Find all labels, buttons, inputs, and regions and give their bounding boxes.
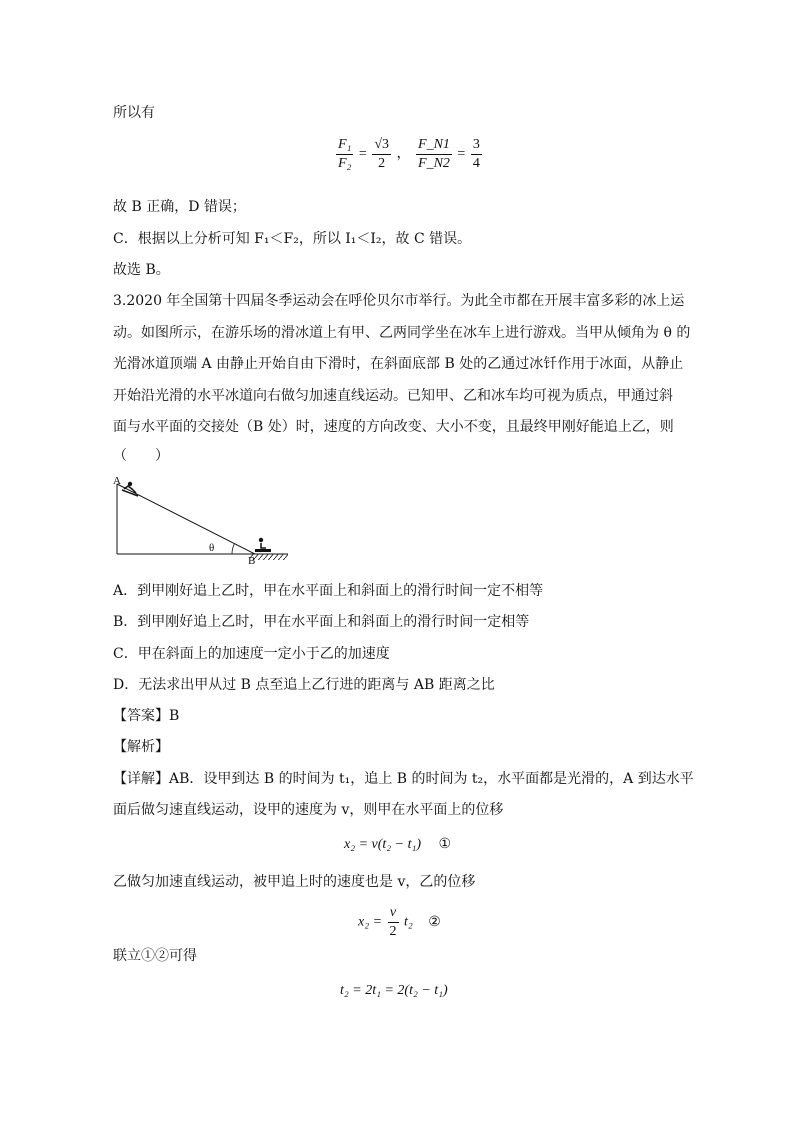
question-3-line-4: 开始沿光滑的水平冰道向右做匀加速直线运动。已知甲、乙和冰车均可视为质点，甲通过斜 [113,388,673,404]
sled-person-b-icon [255,538,271,552]
label-b: B [248,555,256,564]
fraction-3-4 [471,136,482,173]
comma: ， [396,146,411,162]
equals-sign: = [358,146,367,162]
question-3-line-1: 3.2020 年全国第十四届冬季运动会在呼伦贝尔市举行。为此全市都在开展丰富多彩的冰上运 [113,293,685,309]
text-line-4: 故选 B。 [113,262,170,278]
equation-3: t₂ = 2t₁ = 2(t₂ − t₁) [340,983,448,998]
equals-sign: = [457,146,466,162]
fraction-v-2 [388,904,399,941]
fraction-sqrt3-2 [372,136,391,173]
frac-denominator: 2 [378,156,386,171]
text-line-1: 所以有 [113,105,155,121]
frac-numerator: √3 [372,136,391,155]
incline-diagram [110,474,290,564]
theta-arc [232,544,235,555]
frac-numerator: 3 [471,136,482,155]
question-3-line-2: 动。如图所示，在游乐场的滑冰道上有甲、乙两同学坐在冰车上进行游戏。当甲从倾角为 θ 的 [113,325,691,341]
frac-denominator: F₂ [338,156,352,171]
ground-hatch [250,554,288,560]
label-theta: θ [209,542,215,554]
equation-1-body: x₂ = v(t₂ − t₁) [344,837,422,852]
frac-numerator: F₁ [336,136,353,155]
equation-2-tag: ② [428,914,441,930]
detail-line-3: 乙做匀加速直线运动，被甲追上时的速度也是 v，乙的位移 [113,874,476,890]
analysis-heading: 【解析】 [113,739,169,755]
frac-numerator: v [388,904,399,923]
label-a: A [113,475,121,487]
question-3-line-6: （ ） [113,448,169,464]
option-c: C．甲在斜面上的加速度一定小于乙的加速度 [113,646,390,662]
equation-2-tail: t₂ [404,914,413,930]
equation-2-lhs: x₂ = [358,914,383,930]
ratio-formula [334,136,484,173]
frac-denominator: 4 [472,156,480,171]
equation-1 [344,835,451,855]
answer-line: 【答案】B [113,708,180,724]
text-line-3: C．根据以上分析可知 F₁＜F₂，所以 I₁＜I₂，故 C 错误。 [113,231,472,247]
detail-line-1: 【详解】AB．设甲到达 B 的时间为 t₁，追上 B 的时间为 t₂，水平面都是光滑的，A 到达水平 [113,771,694,787]
detail-line-2: 面后做匀速直线运动，设甲的速度为 v，则甲在水平面上的位移 [113,802,504,818]
fraction-f1-f2 [336,136,353,173]
equation-2 [358,904,441,941]
detail-line-4: 联立①②可得 [113,948,197,964]
option-d: D．无法求出甲从过 B 点至追上乙行进的距离与 AB 距离之比 [113,677,495,693]
frac-denominator: 2 [389,924,397,939]
option-a: A．到甲刚好追上乙时，甲在水平面上和斜面上的滑行时间一定不相等 [113,583,544,599]
question-3-line-3: 光滑冰道顶端 A 由静止开始自由下滑时，在斜面底部 B 处的乙通过冰钎作用于冰面，从静止 [113,356,684,372]
question-3-line-5: 面与水平面的交接处（B 处）时，速度的方向改变、大小不变，且最终甲刚好能追上乙，则 [113,419,674,435]
fraction-fn1-fn2 [416,136,452,173]
equation-1-tag: ① [438,837,452,852]
frac-denominator: F_N2 [418,156,450,171]
frac-numerator: F_N1 [416,136,452,155]
option-b: B．到甲刚好追上乙时，甲在水平面上和斜面上的滑行时间一定相等 [113,614,530,630]
text-line-2: 故 B 正确，D 错误； [113,199,246,215]
